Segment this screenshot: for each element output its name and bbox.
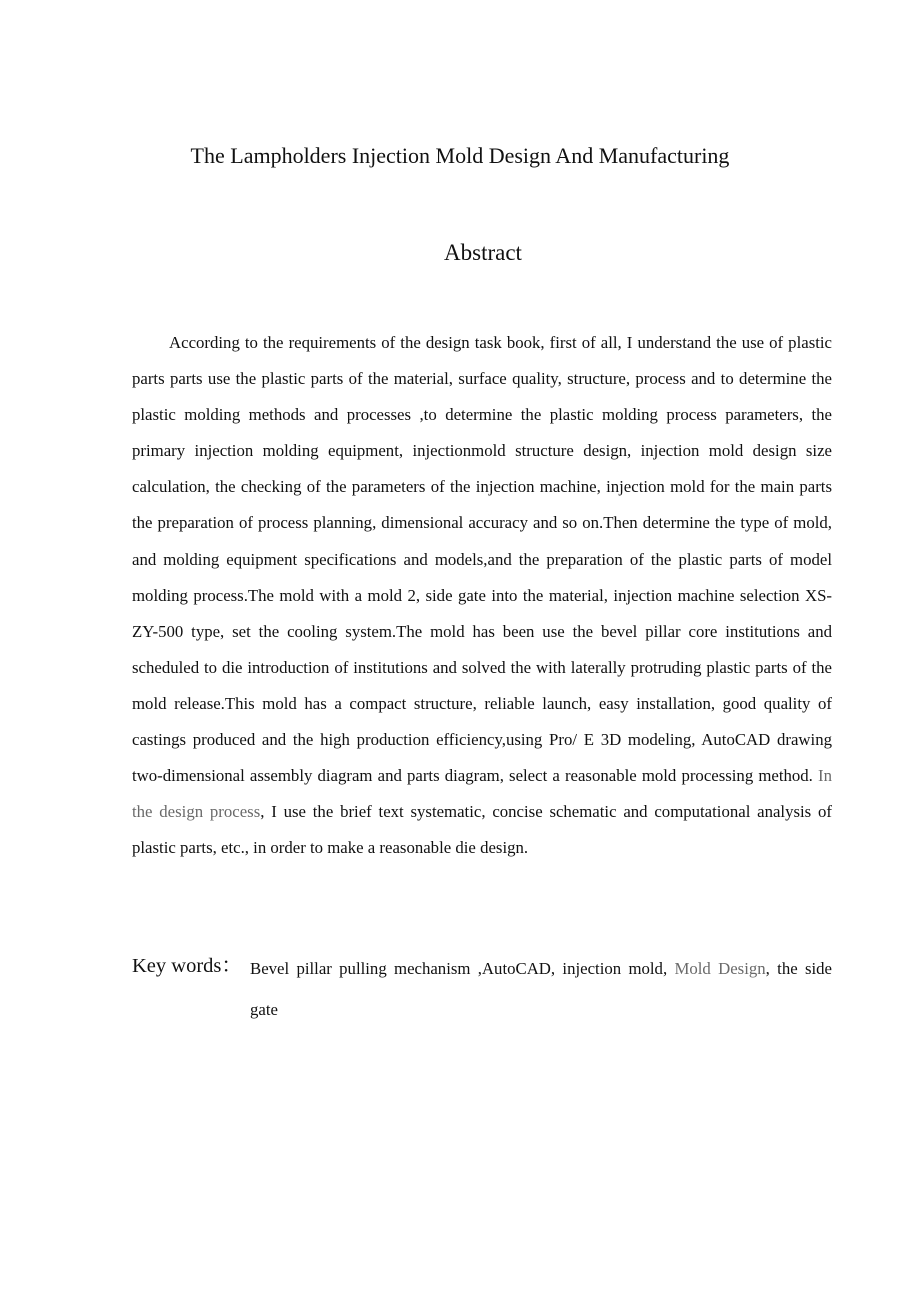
document-title: The Lampholders Injection Mold Design And Manufacturing [190,143,730,168]
abstract-paragraph [132,325,832,866]
keywords-part1: Bevel pillar pulling mechanism ,AutoCAD, injection mold, [250,959,675,978]
abstract-text-part2: , I use the brief text systematic, concise schematic and computational analysis of plastic parts, etc., in order to make a reasonable die design. [132,802,832,858]
keywords-part2: , the side gate [250,959,832,1019]
abstract-highlight-phrase: In the design process [132,766,832,822]
abstract-text-part1: According to the requirements of the design task book, first of all, I understand the use of plastic parts parts use the plastic parts of the material, surface quality, structure, process and to determine the plastic molding methods and processes ,to determine the plastic molding process parameters, the primary injection molding equipment, injectionmold structure design, injection mold design size calculation, the checking of the parameters of the injection machine, injection mold for the main parts the preparation of process planning, dimensional accuracy and so on.Then determine the type of mold, and molding equipment specifications and models,and the preparation of the plastic parts of model molding process.The mold with a mold 2, side gate into the material, injection machine selection XS-ZY-500 type, set the cooling system.The mold has been use the bevel pillar core institutions and scheduled to die introduction of institutions and solved the with laterally protruding plastic parts of the mold release.This mold has a compact structure, reliable launch, easy installation, good quality of castings produced and the high production efficiency,using Pro/ E 3D modeling, AutoCAD drawing two-dimensional assembly diagram and parts diagram, select a reasonable mold processing method. [132,333,832,786]
keywords-text [250,948,832,1030]
keywords-label: Key words： [132,955,242,977]
keywords-highlight: Mold Design [674,959,766,978]
abstract-heading: Abstract [444,240,522,265]
